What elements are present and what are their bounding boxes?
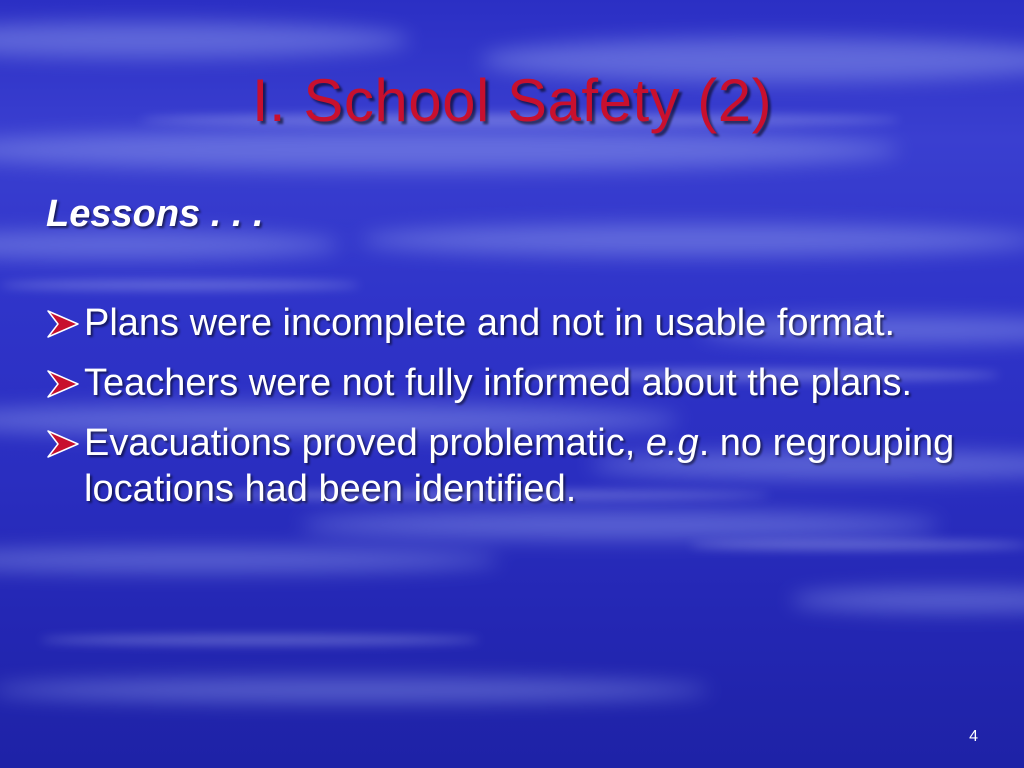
bullet-text: Teachers were not fully informed about the plans. <box>84 362 913 404</box>
bullet-item <box>46 360 976 406</box>
arrow-bullet-icon <box>46 429 80 459</box>
page-number: 4 <box>969 728 978 745</box>
bullet-text-start: Evacuations proved problematic, <box>84 422 646 464</box>
slide-title: I. School Safety (2) <box>251 67 773 134</box>
bullet-item <box>46 420 976 512</box>
bullet-text-italic: e.g <box>645 422 699 464</box>
arrow-bullet-icon <box>46 309 80 339</box>
bullet-item <box>46 300 976 346</box>
bullet-list <box>46 300 976 526</box>
bullet-text: Plans were incomplete and not in usable format. <box>84 302 896 344</box>
arrow-bullet-icon <box>46 369 80 399</box>
bullet-text-end: . no regrouping locations had been identified. <box>84 422 955 510</box>
slide-subtitle: Lessons . . . <box>46 193 264 235</box>
bullet-text <box>84 422 954 510</box>
